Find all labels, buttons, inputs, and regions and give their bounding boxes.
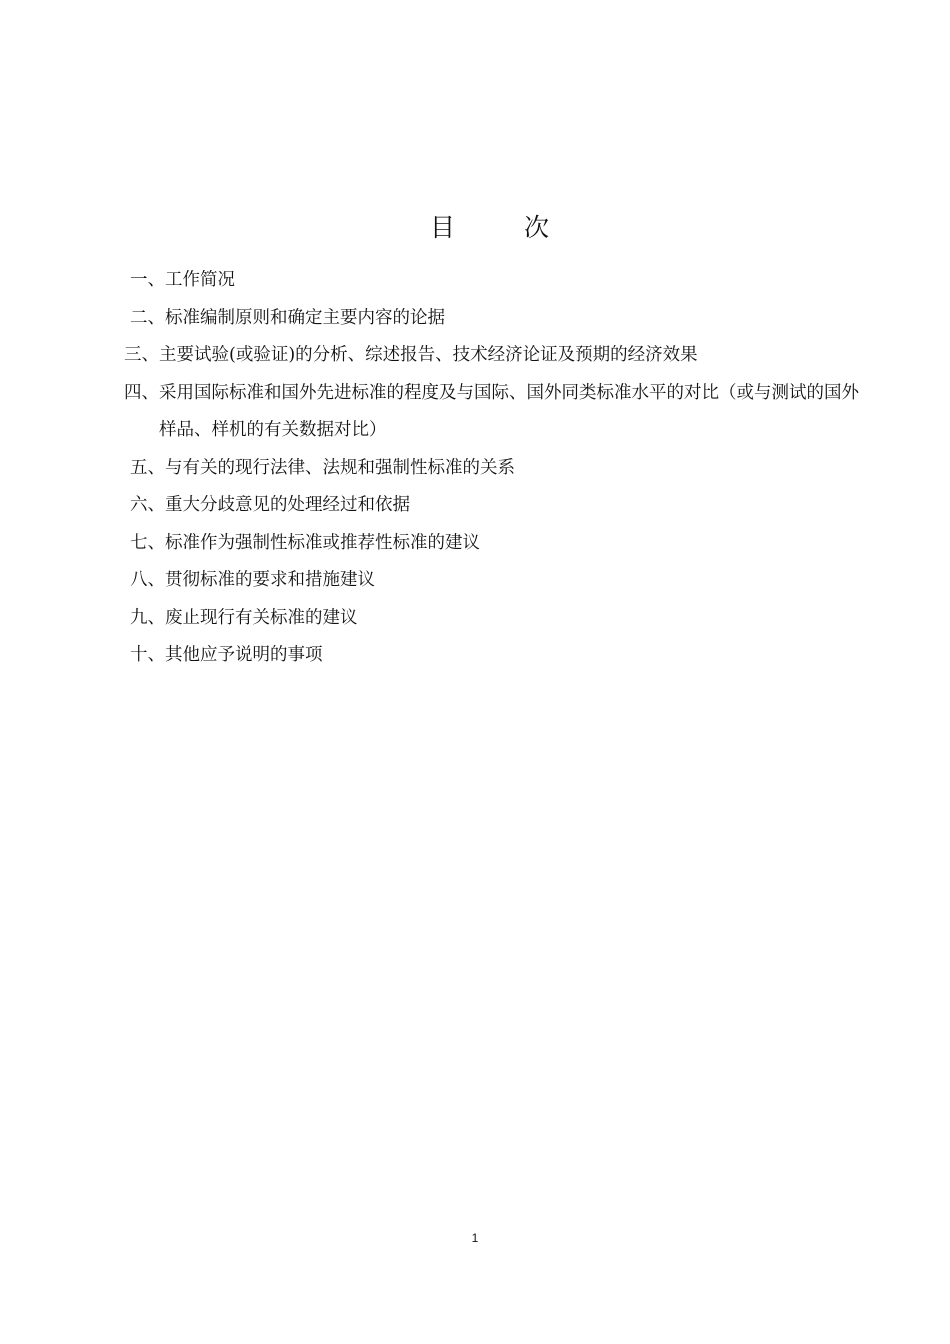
toc-item: [124, 487, 869, 525]
toc-item-text: 采用国际标准和国外先进标准的程度及与国际、国外同类标准水平的对比（或与测试的国外样品、样机的有关数据对比）: [159, 382, 859, 440]
page-title: 目 次: [429, 213, 571, 242]
toc-item: [124, 262, 869, 300]
toc-item-number: 二、: [130, 307, 165, 328]
toc-item-number: 七、: [130, 532, 165, 553]
toc-item: [124, 375, 869, 450]
toc-item-number: 一、: [130, 270, 165, 290]
toc-item: [124, 562, 869, 600]
toc-item-number: 六、: [130, 495, 165, 515]
toc-item: [124, 450, 869, 488]
toc-item-number: 三、: [124, 345, 159, 365]
toc-item: [124, 637, 869, 675]
toc-item: [124, 337, 869, 375]
toc-item-text: 标准编制原则和确定主要内容的论据: [165, 307, 445, 328]
toc-item-text: 重大分歧意见的处理经过和依据: [165, 495, 410, 515]
toc-item-number: 九、: [130, 607, 165, 628]
table-of-contents: [124, 262, 869, 675]
toc-item-text: 废止现行有关标准的建议: [165, 607, 358, 628]
toc-item-number: 八、: [130, 570, 165, 590]
toc-item: [124, 600, 869, 638]
toc-item: [124, 525, 869, 563]
toc-item-number: 四、: [124, 382, 159, 403]
toc-item-text: 工作简况: [165, 270, 235, 290]
toc-item-number: 十、: [130, 645, 165, 665]
toc-item-text: 其他应予说明的事项: [165, 645, 323, 665]
toc-item: [124, 300, 869, 338]
toc-item-number: 五、: [130, 457, 165, 478]
toc-item-text: 主要试验(或验证)的分析、综述报告、技术经济论证及预期的经济效果: [159, 345, 698, 365]
page-number: 1: [471, 1231, 479, 1245]
toc-item-text: 与有关的现行法律、法规和强制性标准的关系: [165, 457, 515, 478]
toc-item-text: 贯彻标准的要求和措施建议: [165, 570, 375, 590]
toc-item-text: 标准作为强制性标准或推荐性标准的建议: [165, 532, 480, 553]
